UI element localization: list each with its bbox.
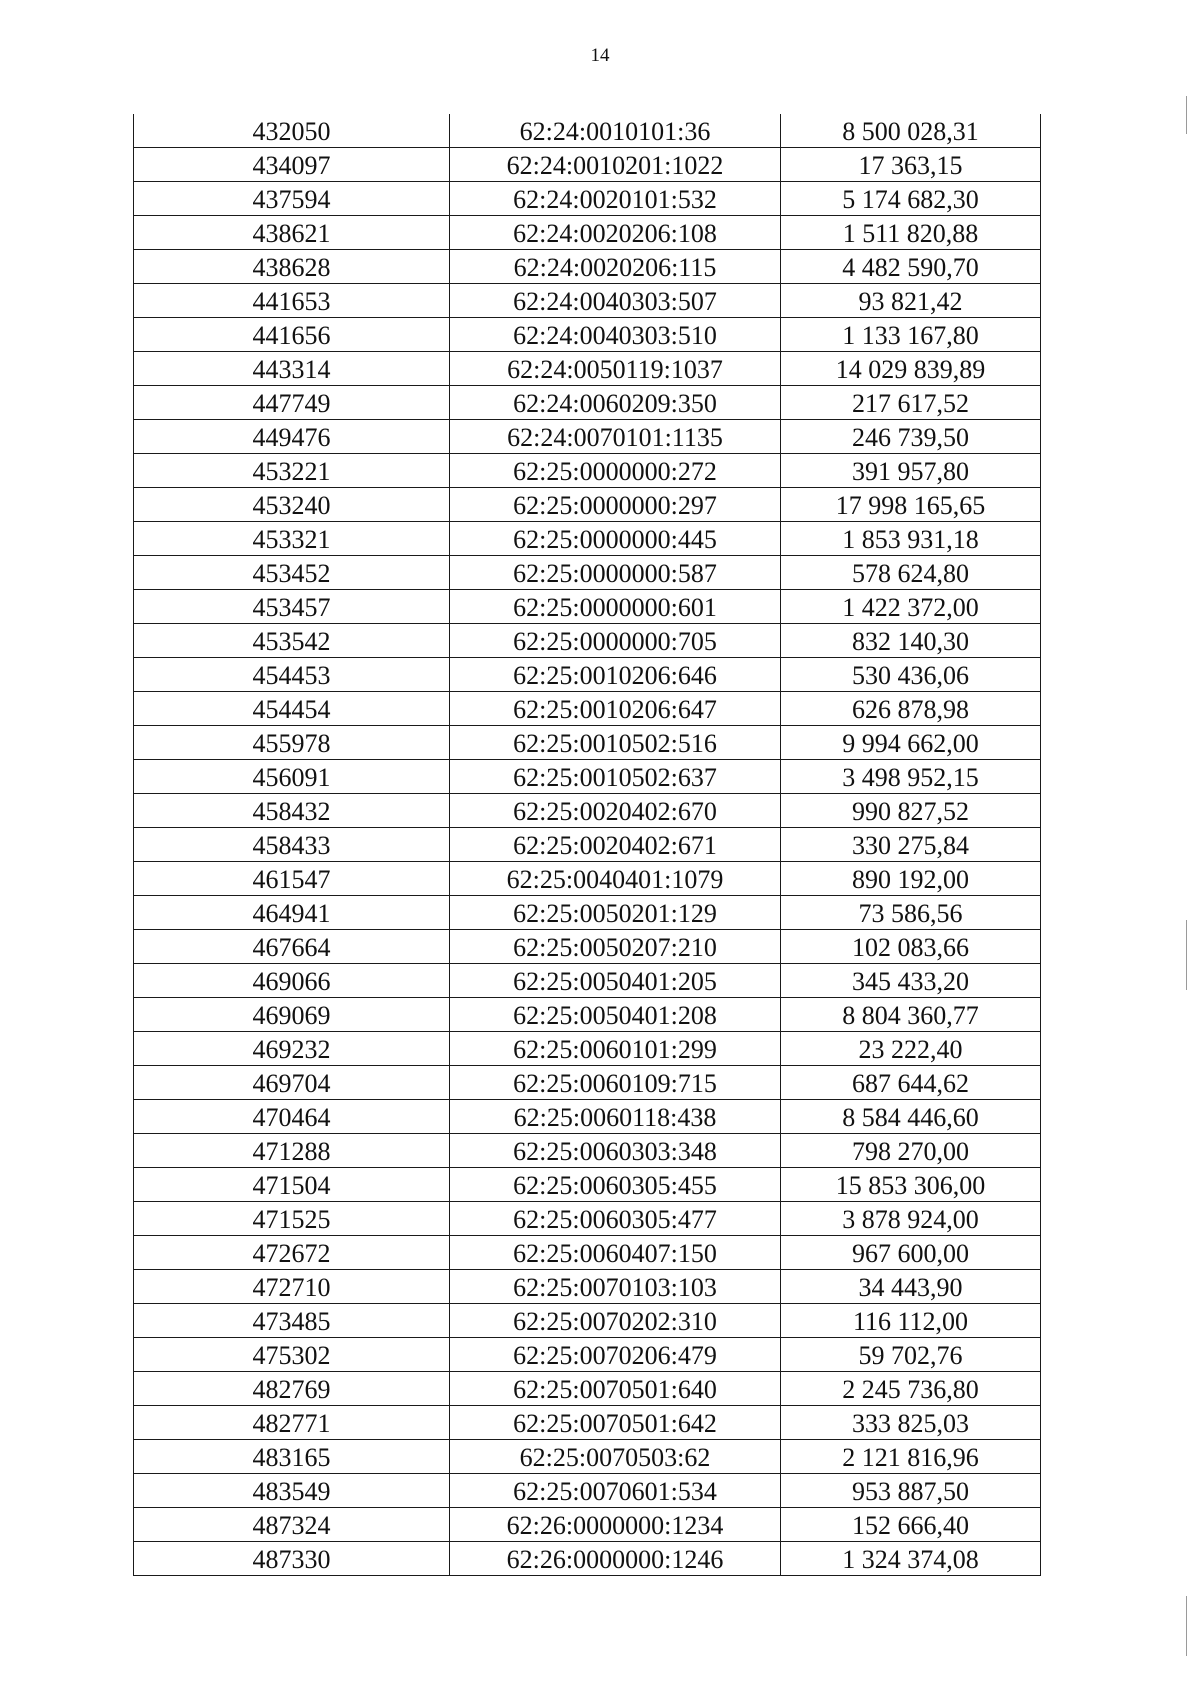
row-id-cell: 434097 <box>134 148 450 182</box>
row-id-cell: 453457 <box>134 590 450 624</box>
row-id-cell: 449476 <box>134 420 450 454</box>
cadastral-value-cell: 333 825,03 <box>781 1406 1041 1440</box>
cadastral-number-cell: 62:25:0000000:297 <box>450 488 781 522</box>
row-id-cell: 471525 <box>134 1202 450 1236</box>
row-id-cell: 483549 <box>134 1474 450 1508</box>
cadastral-value-cell: 102 083,66 <box>781 930 1041 964</box>
cadastral-number-cell: 62:25:0050401:205 <box>450 964 781 998</box>
cadastral-number-cell: 62:24:0040303:510 <box>450 318 781 352</box>
row-id-cell: 461547 <box>134 862 450 896</box>
row-id-cell: 458432 <box>134 794 450 828</box>
cadastral-value-cell: 687 644,62 <box>781 1066 1041 1100</box>
cadastral-value-cell: 530 436,06 <box>781 658 1041 692</box>
table-row <box>134 760 1041 794</box>
table-row <box>134 828 1041 862</box>
cadastral-number-cell: 62:26:0000000:1234 <box>450 1508 781 1542</box>
cadastral-value-cell: 59 702,76 <box>781 1338 1041 1372</box>
cadastral-value-cell: 2 121 816,96 <box>781 1440 1041 1474</box>
table-row <box>134 1066 1041 1100</box>
row-id-cell: 467664 <box>134 930 450 964</box>
table-row <box>134 862 1041 896</box>
cadastral-number-cell: 62:24:0070101:1135 <box>450 420 781 454</box>
row-id-cell: 458433 <box>134 828 450 862</box>
cadastral-value-cell: 890 192,00 <box>781 862 1041 896</box>
cadastral-value-cell: 953 887,50 <box>781 1474 1041 1508</box>
table-row <box>134 1474 1041 1508</box>
row-id-cell: 469066 <box>134 964 450 998</box>
table-row <box>134 794 1041 828</box>
row-id-cell: 432050 <box>134 114 450 148</box>
cadastral-value-cell: 9 994 662,00 <box>781 726 1041 760</box>
cadastral-value-cell: 17 363,15 <box>781 148 1041 182</box>
row-id-cell: 453452 <box>134 556 450 590</box>
row-id-cell: 487330 <box>134 1542 450 1576</box>
row-id-cell: 469069 <box>134 998 450 1032</box>
cadastral-number-cell: 62:25:0070202:310 <box>450 1304 781 1338</box>
cadastral-value-cell: 246 739,50 <box>781 420 1041 454</box>
table-row <box>134 454 1041 488</box>
row-id-cell: 470464 <box>134 1100 450 1134</box>
row-id-cell: 469232 <box>134 1032 450 1066</box>
table-row <box>134 1270 1041 1304</box>
row-id-cell: 471288 <box>134 1134 450 1168</box>
scan-mark <box>1186 920 1187 990</box>
table-row <box>134 1542 1041 1576</box>
cadastral-number-cell: 62:25:0060303:348 <box>450 1134 781 1168</box>
table-row <box>134 386 1041 420</box>
row-id-cell: 443314 <box>134 352 450 386</box>
cadastral-value-cell: 116 112,00 <box>781 1304 1041 1338</box>
page-number: 14 <box>590 45 610 66</box>
table-row <box>134 1304 1041 1338</box>
row-id-cell: 475302 <box>134 1338 450 1372</box>
cadastral-number-cell: 62:24:0040303:507 <box>450 284 781 318</box>
table-row <box>134 930 1041 964</box>
cadastral-number-cell: 62:25:0070601:534 <box>450 1474 781 1508</box>
row-id-cell: 464941 <box>134 896 450 930</box>
cadastral-number-cell: 62:25:0000000:272 <box>450 454 781 488</box>
cadastral-number-cell: 62:25:0050201:129 <box>450 896 781 930</box>
cadastral-number-cell: 62:25:0060118:438 <box>450 1100 781 1134</box>
row-id-cell: 453321 <box>134 522 450 556</box>
table-row <box>134 692 1041 726</box>
table-row <box>134 1032 1041 1066</box>
cadastral-number-cell: 62:26:0000000:1246 <box>450 1542 781 1576</box>
row-id-cell: 441656 <box>134 318 450 352</box>
row-id-cell: 454454 <box>134 692 450 726</box>
cadastral-value-cell: 15 853 306,00 <box>781 1168 1041 1202</box>
cadastral-number-cell: 62:25:0040401:1079 <box>450 862 781 896</box>
cadastral-value-cell: 1 511 820,88 <box>781 216 1041 250</box>
table-body <box>134 114 1041 1576</box>
table-row <box>134 420 1041 454</box>
table-row <box>134 1100 1041 1134</box>
cadastral-number-cell: 62:24:0050119:1037 <box>450 352 781 386</box>
cadastral-value-cell: 967 600,00 <box>781 1236 1041 1270</box>
cadastral-value-cell: 152 666,40 <box>781 1508 1041 1542</box>
row-id-cell: 472672 <box>134 1236 450 1270</box>
table-row <box>134 148 1041 182</box>
cadastral-value-cell: 217 617,52 <box>781 386 1041 420</box>
row-id-cell: 453542 <box>134 624 450 658</box>
table-row <box>134 318 1041 352</box>
table-row <box>134 182 1041 216</box>
cadastral-number-cell: 62:25:0070501:640 <box>450 1372 781 1406</box>
cadastral-number-cell: 62:25:0010206:647 <box>450 692 781 726</box>
table-row <box>134 556 1041 590</box>
table-row <box>134 964 1041 998</box>
table-row <box>134 1406 1041 1440</box>
cadastral-value-cell: 23 222,40 <box>781 1032 1041 1066</box>
table-row <box>134 522 1041 556</box>
table-row <box>134 1168 1041 1202</box>
row-id-cell: 472710 <box>134 1270 450 1304</box>
cadastral-number-cell: 62:25:0060109:715 <box>450 1066 781 1100</box>
table-row <box>134 250 1041 284</box>
cadastral-number-cell: 62:24:0020206:115 <box>450 250 781 284</box>
table-row <box>134 998 1041 1032</box>
cadastral-value-cell: 8 500 028,31 <box>781 114 1041 148</box>
cadastral-number-cell: 62:25:0050207:210 <box>450 930 781 964</box>
cadastral-value-cell: 832 140,30 <box>781 624 1041 658</box>
row-id-cell: 454453 <box>134 658 450 692</box>
cadastral-number-cell: 62:24:0010101:36 <box>450 114 781 148</box>
cadastral-value-cell: 1 324 374,08 <box>781 1542 1041 1576</box>
table-row <box>134 114 1041 148</box>
cadastral-number-cell: 62:25:0060101:299 <box>450 1032 781 1066</box>
cadastral-number-cell: 62:25:0020402:671 <box>450 828 781 862</box>
cadastral-number-cell: 62:25:0000000:601 <box>450 590 781 624</box>
row-id-cell: 453221 <box>134 454 450 488</box>
table-row <box>134 590 1041 624</box>
cadastral-value-cell: 93 821,42 <box>781 284 1041 318</box>
cadastral-value-cell: 990 827,52 <box>781 794 1041 828</box>
cadastral-number-cell: 62:25:0010502:637 <box>450 760 781 794</box>
table-row <box>134 1134 1041 1168</box>
table-row <box>134 1440 1041 1474</box>
row-id-cell: 483165 <box>134 1440 450 1474</box>
cadastral-value-cell: 330 275,84 <box>781 828 1041 862</box>
cadastral-number-cell: 62:25:0070501:642 <box>450 1406 781 1440</box>
row-id-cell: 456091 <box>134 760 450 794</box>
row-id-cell: 455978 <box>134 726 450 760</box>
cadastral-number-cell: 62:24:0020101:532 <box>450 182 781 216</box>
cadastral-number-cell: 62:24:0060209:350 <box>450 386 781 420</box>
cadastral-value-cell: 578 624,80 <box>781 556 1041 590</box>
cadastral-value-cell: 1 133 167,80 <box>781 318 1041 352</box>
table-row <box>134 1508 1041 1542</box>
cadastral-value-cell: 345 433,20 <box>781 964 1041 998</box>
cadastral-value-cell: 3 878 924,00 <box>781 1202 1041 1236</box>
cadastral-number-cell: 62:25:0060305:455 <box>450 1168 781 1202</box>
row-id-cell: 482769 <box>134 1372 450 1406</box>
row-id-cell: 482771 <box>134 1406 450 1440</box>
table-row <box>134 1338 1041 1372</box>
table-row <box>134 1372 1041 1406</box>
cadastral-value-cell: 2 245 736,80 <box>781 1372 1041 1406</box>
table-row <box>134 896 1041 930</box>
cadastral-value-cell: 34 443,90 <box>781 1270 1041 1304</box>
table-row <box>134 284 1041 318</box>
cadastral-number-cell: 62:25:0000000:445 <box>450 522 781 556</box>
row-id-cell: 471504 <box>134 1168 450 1202</box>
cadastral-value-cell: 1 853 931,18 <box>781 522 1041 556</box>
row-id-cell: 438621 <box>134 216 450 250</box>
cadastral-value-cell: 1 422 372,00 <box>781 590 1041 624</box>
table-row <box>134 216 1041 250</box>
table-row <box>134 352 1041 386</box>
cadastral-number-cell: 62:25:0060305:477 <box>450 1202 781 1236</box>
cadastral-value-cell: 391 957,80 <box>781 454 1041 488</box>
cadastral-number-cell: 62:25:0000000:587 <box>450 556 781 590</box>
row-id-cell: 447749 <box>134 386 450 420</box>
scan-mark <box>1186 1596 1187 1656</box>
cadastral-number-cell: 62:25:0050401:208 <box>450 998 781 1032</box>
cadastral-value-cell: 17 998 165,65 <box>781 488 1041 522</box>
scan-mark <box>1186 96 1187 134</box>
table-row <box>134 488 1041 522</box>
cadastral-number-cell: 62:25:0000000:705 <box>450 624 781 658</box>
table-row <box>134 726 1041 760</box>
cadastral-number-cell: 62:25:0010502:516 <box>450 726 781 760</box>
cadastral-value-cell: 14 029 839,89 <box>781 352 1041 386</box>
cadastral-number-cell: 62:25:0070206:479 <box>450 1338 781 1372</box>
cadastral-value-cell: 73 586,56 <box>781 896 1041 930</box>
cadastral-value-cell: 8 584 446,60 <box>781 1100 1041 1134</box>
row-id-cell: 453240 <box>134 488 450 522</box>
row-id-cell: 437594 <box>134 182 450 216</box>
cadastral-value-cell: 3 498 952,15 <box>781 760 1041 794</box>
cadastral-number-cell: 62:25:0010206:646 <box>450 658 781 692</box>
table-row <box>134 1202 1041 1236</box>
row-id-cell: 438628 <box>134 250 450 284</box>
cadastral-number-cell: 62:25:0070503:62 <box>450 1440 781 1474</box>
cadastral-number-cell: 62:25:0060407:150 <box>450 1236 781 1270</box>
cadastral-number-cell: 62:25:0070103:103 <box>450 1270 781 1304</box>
cadastral-value-cell: 626 878,98 <box>781 692 1041 726</box>
table-row <box>134 624 1041 658</box>
row-id-cell: 473485 <box>134 1304 450 1338</box>
cadastral-number-cell: 62:24:0020206:108 <box>450 216 781 250</box>
cadastral-number-cell: 62:24:0010201:1022 <box>450 148 781 182</box>
row-id-cell: 487324 <box>134 1508 450 1542</box>
cadastral-value-cell: 5 174 682,30 <box>781 182 1041 216</box>
cadastral-number-cell: 62:25:0020402:670 <box>450 794 781 828</box>
table-row <box>134 1236 1041 1270</box>
cadastral-value-table <box>133 114 1041 1576</box>
row-id-cell: 469704 <box>134 1066 450 1100</box>
cadastral-value-cell: 4 482 590,70 <box>781 250 1041 284</box>
row-id-cell: 441653 <box>134 284 450 318</box>
table-row <box>134 658 1041 692</box>
cadastral-value-cell: 8 804 360,77 <box>781 998 1041 1032</box>
cadastral-value-cell: 798 270,00 <box>781 1134 1041 1168</box>
